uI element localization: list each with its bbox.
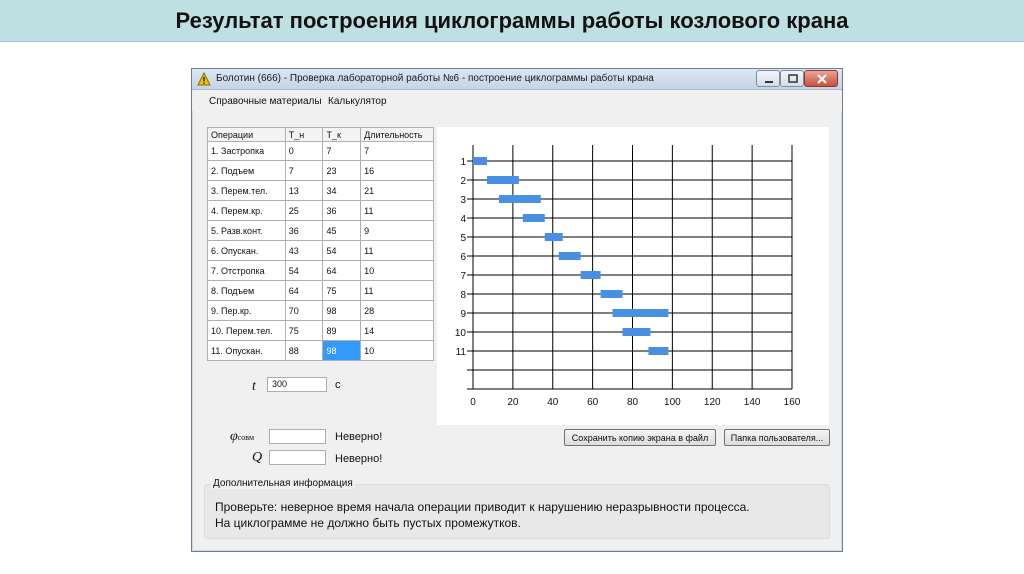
column-header-end-time[interactable]: T_к — [323, 128, 361, 142]
x-tick-label: 60 — [587, 397, 599, 408]
cell-operation[interactable]: 9. Пер.кр. — [208, 301, 286, 321]
info-text-line-2: На циклограмме не должно быть пустых промежутков. — [215, 516, 521, 530]
x-tick-label: 0 — [470, 397, 476, 408]
slide-header — [0, 0, 1024, 42]
cell-start-time[interactable]: 64 — [285, 281, 323, 301]
y-tick-label: 11 — [455, 347, 466, 358]
cell-start-time[interactable]: 43 — [285, 241, 323, 261]
cyclogram-chart-panel — [437, 127, 829, 425]
column-header-duration[interactable]: Длительность — [361, 128, 434, 142]
x-tick-label: 80 — [626, 397, 639, 408]
minimize-button[interactable] — [756, 70, 780, 87]
cell-end-time[interactable]: 64 — [323, 261, 361, 281]
y-tick-label: 6 — [460, 252, 466, 263]
cell-operation[interactable]: 6. Опускан. — [208, 241, 286, 261]
save-screenshot-button[interactable]: Сохранить копию экрана в файл — [564, 429, 716, 446]
maximize-button[interactable] — [780, 70, 804, 87]
cell-operation[interactable]: 4. Перем.кр. — [208, 201, 286, 221]
close-icon — [805, 71, 839, 88]
x-tick-label: 20 — [507, 397, 519, 408]
gantt-bar — [487, 176, 519, 184]
gantt-bar — [473, 157, 487, 165]
q-status: Неверно! — [335, 453, 383, 465]
gantt-bar — [581, 271, 601, 279]
x-tick-label: 140 — [743, 397, 761, 408]
minimize-icon — [757, 71, 781, 88]
x-tick-label: 120 — [703, 397, 721, 408]
table-row[interactable] — [208, 161, 434, 181]
table-row[interactable] — [208, 142, 434, 161]
window-title: Болотин (666) - Проверка лабораторной работы №6 - построение циклограммы работы крана — [216, 73, 654, 84]
time-label: t — [252, 379, 256, 394]
cell-operation[interactable]: 7. Отстропка — [208, 261, 286, 281]
gantt-bar — [499, 195, 541, 203]
cell-end-time[interactable]: 89 — [323, 321, 361, 341]
cell-start-time[interactable]: 0 — [285, 142, 323, 161]
maximize-icon — [781, 71, 805, 88]
app-window — [191, 68, 843, 552]
cell-start-time[interactable]: 25 — [285, 201, 323, 221]
cell-duration[interactable]: 9 — [361, 221, 434, 241]
cell-start-time[interactable]: 70 — [285, 301, 323, 321]
cell-end-time[interactable]: 75 — [323, 281, 361, 301]
y-tick-label: 10 — [454, 328, 466, 339]
y-tick-label: 1 — [460, 157, 466, 168]
cell-end-time[interactable]: 45 — [323, 221, 361, 241]
cell-start-time[interactable]: 7 — [285, 161, 323, 181]
operations-table — [207, 127, 434, 361]
close-button[interactable] — [804, 70, 838, 87]
y-tick-label: 4 — [460, 214, 466, 225]
menu-calculator[interactable]: Калькулятор — [328, 96, 387, 107]
cell-duration[interactable]: 14 — [361, 321, 434, 341]
table-row[interactable] — [208, 321, 434, 341]
cell-start-time[interactable]: 54 — [285, 261, 323, 281]
cell-operation[interactable]: 1. Застропка — [208, 142, 286, 161]
cell-operation[interactable]: 8. Подъем — [208, 281, 286, 301]
gantt-bar — [648, 347, 668, 355]
cell-duration[interactable]: 16 — [361, 161, 434, 181]
time-unit: с — [335, 379, 341, 391]
phi-status: Неверно! — [335, 431, 383, 443]
menu-bar — [192, 91, 842, 111]
cell-operation[interactable]: 3. Перем.тел. — [208, 181, 286, 201]
cyclogram-chart — [437, 127, 829, 425]
cell-duration[interactable]: 11 — [361, 241, 434, 261]
y-tick-label: 7 — [460, 271, 466, 282]
cell-end-time[interactable]: 7 — [323, 142, 361, 161]
menu-reference-materials[interactable]: Справочные материалы — [209, 96, 322, 107]
additional-info-caption: Дополнительная информация — [213, 478, 353, 489]
q-input[interactable] — [269, 450, 326, 465]
gantt-bar — [601, 290, 623, 298]
user-folder-button[interactable]: Папка пользователя... — [724, 429, 830, 446]
y-tick-label: 9 — [460, 309, 466, 320]
info-text-line-1: Проверьте: неверное время начала операции приводит к нарушению неразрывности процесса. — [215, 500, 750, 514]
column-header-start-time[interactable]: T_н — [285, 128, 323, 142]
table-row[interactable] — [208, 221, 434, 241]
gantt-bar — [613, 309, 669, 317]
table-row[interactable] — [208, 261, 434, 281]
cell-end-time[interactable]: 98 — [323, 301, 361, 321]
cell-end-time[interactable]: 98 — [323, 341, 361, 361]
cell-end-time[interactable]: 34 — [323, 181, 361, 201]
phi-subscript: совм — [237, 433, 255, 442]
cell-start-time[interactable]: 88 — [285, 341, 323, 361]
phi-label — [230, 429, 254, 445]
cell-operation[interactable]: 10. Перем.тел. — [208, 321, 286, 341]
cell-duration[interactable]: 11 — [361, 201, 434, 221]
phi-input[interactable] — [269, 429, 326, 444]
q-label: Q — [252, 450, 263, 465]
gantt-bar — [623, 328, 651, 336]
table-row[interactable] — [208, 341, 434, 361]
cell-duration[interactable]: 28 — [361, 301, 434, 321]
cell-duration[interactable]: 11 — [361, 281, 434, 301]
cell-duration[interactable]: 10 — [361, 261, 434, 281]
table-body — [208, 142, 434, 361]
x-tick-label: 160 — [783, 397, 801, 408]
gantt-bar — [559, 252, 581, 260]
gantt-bar — [523, 214, 545, 222]
cell-end-time[interactable]: 54 — [323, 241, 361, 261]
cell-duration[interactable]: 21 — [361, 181, 434, 201]
time-input[interactable]: 300 — [267, 377, 327, 392]
table-header-row — [208, 128, 434, 142]
column-header-operation[interactable]: Операции — [208, 128, 286, 142]
table-row[interactable] — [208, 301, 434, 321]
x-tick-label: 40 — [547, 397, 559, 408]
table-row[interactable] — [208, 281, 434, 301]
table-row[interactable] — [208, 181, 434, 201]
warning-triangle-icon — [197, 72, 211, 86]
cell-start-time[interactable]: 36 — [285, 221, 323, 241]
y-tick-label: 5 — [460, 233, 466, 244]
x-tick-label: 100 — [664, 397, 681, 408]
gantt-bar — [545, 233, 563, 241]
cell-operation[interactable]: 5. Разв.конт. — [208, 221, 286, 241]
cell-operation[interactable]: 2. Подъем — [208, 161, 286, 181]
window-titlebar[interactable] — [192, 69, 842, 90]
cell-duration[interactable]: 10 — [361, 341, 434, 361]
y-tick-label: 2 — [460, 176, 466, 187]
cell-duration[interactable]: 7 — [361, 142, 434, 161]
cell-operation[interactable]: 11. Опускан. — [208, 341, 286, 361]
cell-start-time[interactable]: 13 — [285, 181, 323, 201]
y-tick-label: 3 — [460, 195, 466, 206]
cell-start-time[interactable]: 75 — [285, 321, 323, 341]
table-row[interactable] — [208, 241, 434, 261]
table-row[interactable] — [208, 201, 434, 221]
slide-title: Результат построения циклограммы работы козлового крана — [175, 7, 849, 33]
phi-symbol: φ — [230, 429, 238, 444]
cell-end-time[interactable]: 36 — [323, 201, 361, 221]
cell-end-time[interactable]: 23 — [323, 161, 361, 181]
y-tick-label: 8 — [460, 290, 466, 301]
